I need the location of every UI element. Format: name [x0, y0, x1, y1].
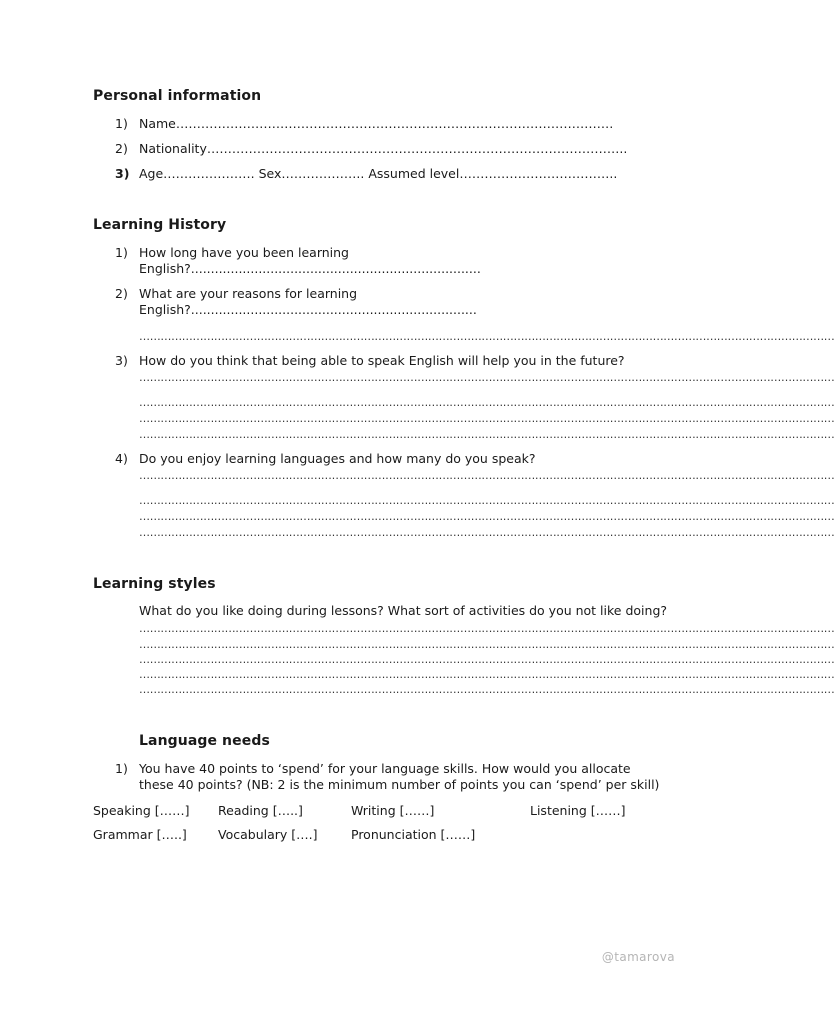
- item-number: 2): [115, 141, 128, 156]
- skill-listening[interactable]: Listening [……]: [530, 803, 626, 818]
- answer-line[interactable]: ……………………………………………………………………………………………………………………………………………………………………………: [139, 428, 835, 441]
- answer-line[interactable]: ……………………………………………………………………………………………………………………………………………………………………………: [139, 683, 835, 696]
- answer-line[interactable]: English?.........................................................................: [139, 261, 481, 276]
- item-number: 1): [115, 245, 128, 260]
- answer-line[interactable]: ……………………………………………………………………………………………………………………………………………………………………………: [139, 371, 835, 384]
- skill-grammar[interactable]: Grammar […..]: [93, 827, 187, 842]
- question-text: What are your reasons for learning: [139, 286, 358, 301]
- item-number: 3): [115, 166, 130, 181]
- nationality-field[interactable]: Nationality………………………………………………………………………………………..: [139, 141, 628, 156]
- answer-line[interactable]: ……………………………………………………………………………………………………………………………………………………………………………: [139, 494, 835, 507]
- question-text: You have 40 points to ‘spend’ for your language skills. How would you allocate: [139, 761, 631, 776]
- question-text: these 40 points? (NB: 2 is the minimum number of points you can ‘spend’ per skill): [139, 777, 660, 792]
- answer-line[interactable]: ……………………………………………………………………………………………………………………………………………………………………………: [139, 653, 835, 666]
- item-number: 2): [115, 286, 128, 301]
- age-sex-level-field[interactable]: Age…………………. Sex……………….. Assumed level………………………………..: [139, 166, 618, 181]
- skill-speaking[interactable]: Speaking [……]: [93, 803, 190, 818]
- answer-line[interactable]: ……………………………………………………………………………………………………………………………………………………………………………: [139, 638, 835, 651]
- skill-vocabulary[interactable]: Vocabulary [….]: [218, 827, 318, 842]
- question-text: Do you enjoy learning languages and how many do you speak?: [139, 451, 536, 466]
- answer-line[interactable]: English?........................................................................: [139, 302, 477, 317]
- answer-line[interactable]: ……………………………………………………………………………………………………………………………………………………………………………: [139, 622, 835, 635]
- answer-line[interactable]: ……………………………………………………………………………………………………………………………………………………………………………: [139, 396, 835, 409]
- skill-pronunciation[interactable]: Pronunciation [……]: [351, 827, 476, 842]
- learning-history-heading: Learning History: [93, 217, 227, 233]
- learning-styles-heading: Learning styles: [93, 576, 216, 592]
- answer-line[interactable]: ……………………………………………………………………………………………………………………………………………………………………………: [139, 469, 835, 482]
- question-text: How long have you been learning: [139, 245, 349, 260]
- item-number: 4): [115, 451, 128, 466]
- answer-line[interactable]: ……………………………………………………………………………………………………………………………………………………………………………: [139, 510, 835, 523]
- item-number: 1): [115, 761, 128, 776]
- name-field[interactable]: Name……………………………………………………………………………………………: [139, 116, 614, 131]
- question-text: How do you think that being able to speak English will help you in the future?: [139, 353, 625, 368]
- item-number: 3): [115, 353, 128, 368]
- language-needs-heading: Language needs: [139, 733, 270, 749]
- skill-writing[interactable]: Writing [……]: [351, 803, 435, 818]
- item-number: 1): [115, 116, 128, 131]
- answer-line[interactable]: ……………………………………………………………………………………………………………………………………………………………………………: [139, 526, 835, 539]
- personal-information-heading: Personal information: [93, 88, 262, 104]
- answer-line[interactable]: ……………………………………………………………………………………………………………………………………………………………………………: [139, 330, 835, 343]
- question-text: What do you like doing during lessons? What sort of activities do you not like doing?: [139, 603, 668, 618]
- answer-line[interactable]: ……………………………………………………………………………………………………………………………………………………………………………: [139, 668, 835, 681]
- answer-line[interactable]: ……………………………………………………………………………………………………………………………………………………………………………: [139, 412, 835, 425]
- author-credit: @tamarova: [601, 950, 675, 964]
- skill-reading[interactable]: Reading […..]: [218, 803, 303, 818]
